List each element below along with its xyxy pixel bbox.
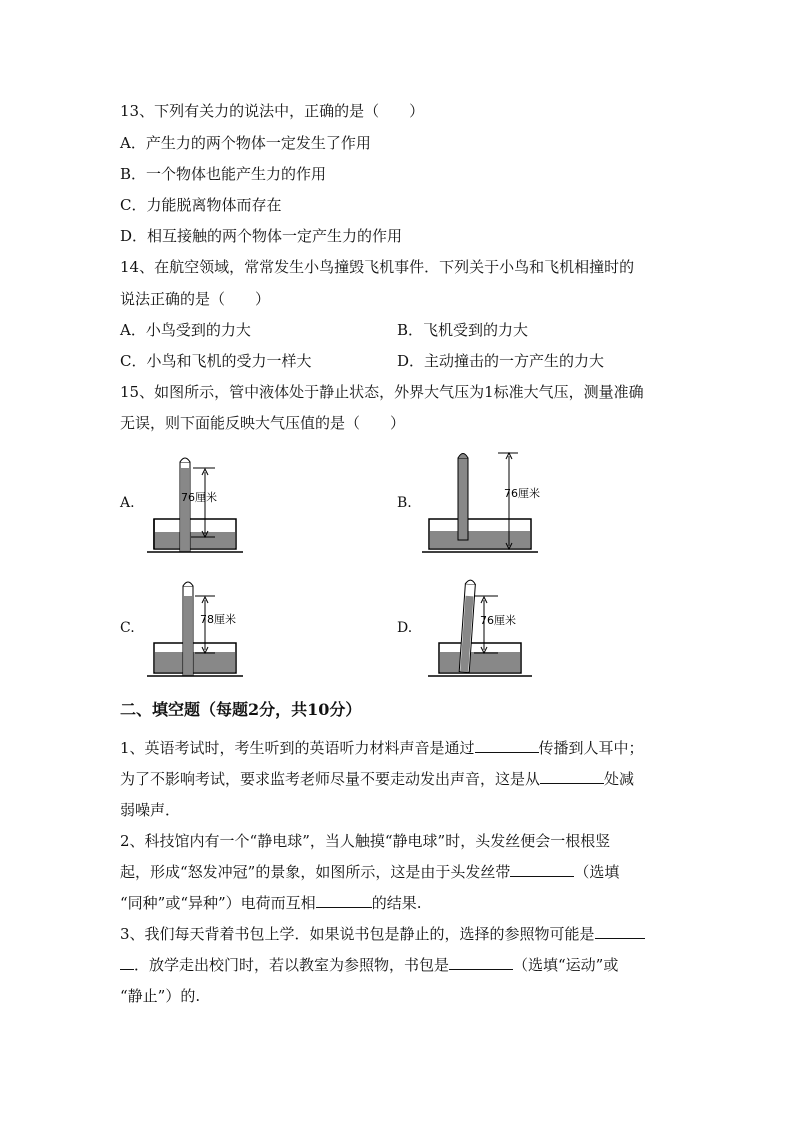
q14-option-b: B．飞机受到的力大 — [397, 321, 529, 339]
q14-option-d: D．主动撞击的一方产生的力大 — [397, 352, 605, 370]
fill2-blank-2[interactable] — [316, 893, 372, 908]
fill1-line3: 弱噪声． — [120, 801, 181, 819]
fill1-blank-2[interactable] — [540, 769, 604, 784]
barometer-figure-c — [145, 572, 245, 680]
figure-b-label: B. — [397, 495, 412, 511]
fill3-line1 — [120, 924, 645, 944]
fill2-blank-1[interactable] — [510, 862, 574, 877]
fill1-text-2b: 处减 — [604, 770, 635, 788]
q14-option-a: A．小鸟受到的力大 — [120, 321, 251, 339]
fill3-blank-1b[interactable] — [120, 955, 134, 970]
barometer-figure-d — [420, 572, 540, 680]
fill1-text-2a: 为了不影响考试，要求监考老师尽量不要走动发出声音，这是从 — [120, 770, 541, 788]
fill2-line1: 2、科技馆内有一个“静电球”，当人触摸“静电球”时，头发丝便会一根根竖 — [120, 832, 611, 850]
fill3-text-2a: ．放学走出校门时，若以教室为参照物，书包是 — [134, 956, 450, 974]
fill1-blank-1[interactable] — [475, 738, 539, 753]
fill2-text-2a: 起，形成“怒发冲冠”的景象，如图所示，这是由于头发丝带 — [120, 863, 511, 881]
q13-option-d: D．相互接触的两个物体一定产生力的作用 — [120, 227, 403, 245]
fill3-blank-1a[interactable] — [595, 924, 645, 939]
figure-c-measure: 78厘米 — [200, 613, 236, 626]
fill2-line3 — [120, 893, 421, 913]
figure-a-label: A. — [120, 495, 135, 511]
barometer-figure-b — [420, 446, 550, 556]
figure-d-measure: 76厘米 — [480, 614, 516, 627]
q14-stem-line2: 说法正确的是（ ） — [120, 290, 271, 308]
figure-c-label: C. — [120, 620, 135, 636]
fill1-text-1b: 传播到人耳中； — [538, 739, 644, 757]
fill2-text-3a: “同种”或“异种”）电荷而互相 — [120, 894, 316, 912]
fill2-line2 — [120, 862, 619, 882]
q15-stem-line1: 15、如图所示，管中液体处于静止状态，外界大气压为1标准大气压，测量准确 — [120, 383, 644, 401]
q13-option-a: A．产生力的两个物体一定发生了作用 — [120, 134, 371, 152]
fill3-blank-2[interactable] — [449, 955, 513, 970]
q15-stem-line2: 无误，则下面能反映大气压值的是（ ） — [120, 414, 406, 432]
figure-d-label: D. — [397, 620, 413, 636]
section-heading: 二、填空题（每题2分，共10分） — [120, 700, 362, 719]
fill3-line2 — [120, 955, 618, 975]
fill1-line2 — [120, 769, 634, 789]
q13-stem: 13、下列有关力的说法中，正确的是（ ） — [120, 102, 425, 120]
figure-b-measure: 76厘米 — [504, 487, 540, 500]
q13-option-b: B．一个物体也能产生力的作用 — [120, 165, 327, 183]
q13-option-c: C．力能脱离物体而存在 — [120, 196, 282, 214]
barometer-figure-a — [145, 448, 245, 556]
fill3-text-2b: （选填“运动”或 — [513, 956, 619, 974]
fill2-text-3b: 的结果. — [371, 894, 422, 912]
fill1-line1 — [120, 738, 644, 758]
fill3-line3: “静止”）的. — [120, 987, 201, 1005]
q14-option-c: C．小鸟和飞机的受力一样大 — [120, 352, 312, 370]
figure-a-measure: 76厘米 — [181, 491, 217, 504]
fill2-text-2b: （选填 — [574, 863, 620, 881]
fill1-text-1a: 1、英语考试时，考生听到的英语听力材料声音是通过 — [120, 739, 475, 757]
fill3-text-1a: 3、我们每天背着书包上学．如果说书包是静止的，选择的参照物可能是 — [120, 925, 595, 943]
q14-stem-line1: 14、在航空领域，常常发生小鸟撞毁飞机事件．下列关于小鸟和飞机相撞时的 — [120, 258, 635, 276]
